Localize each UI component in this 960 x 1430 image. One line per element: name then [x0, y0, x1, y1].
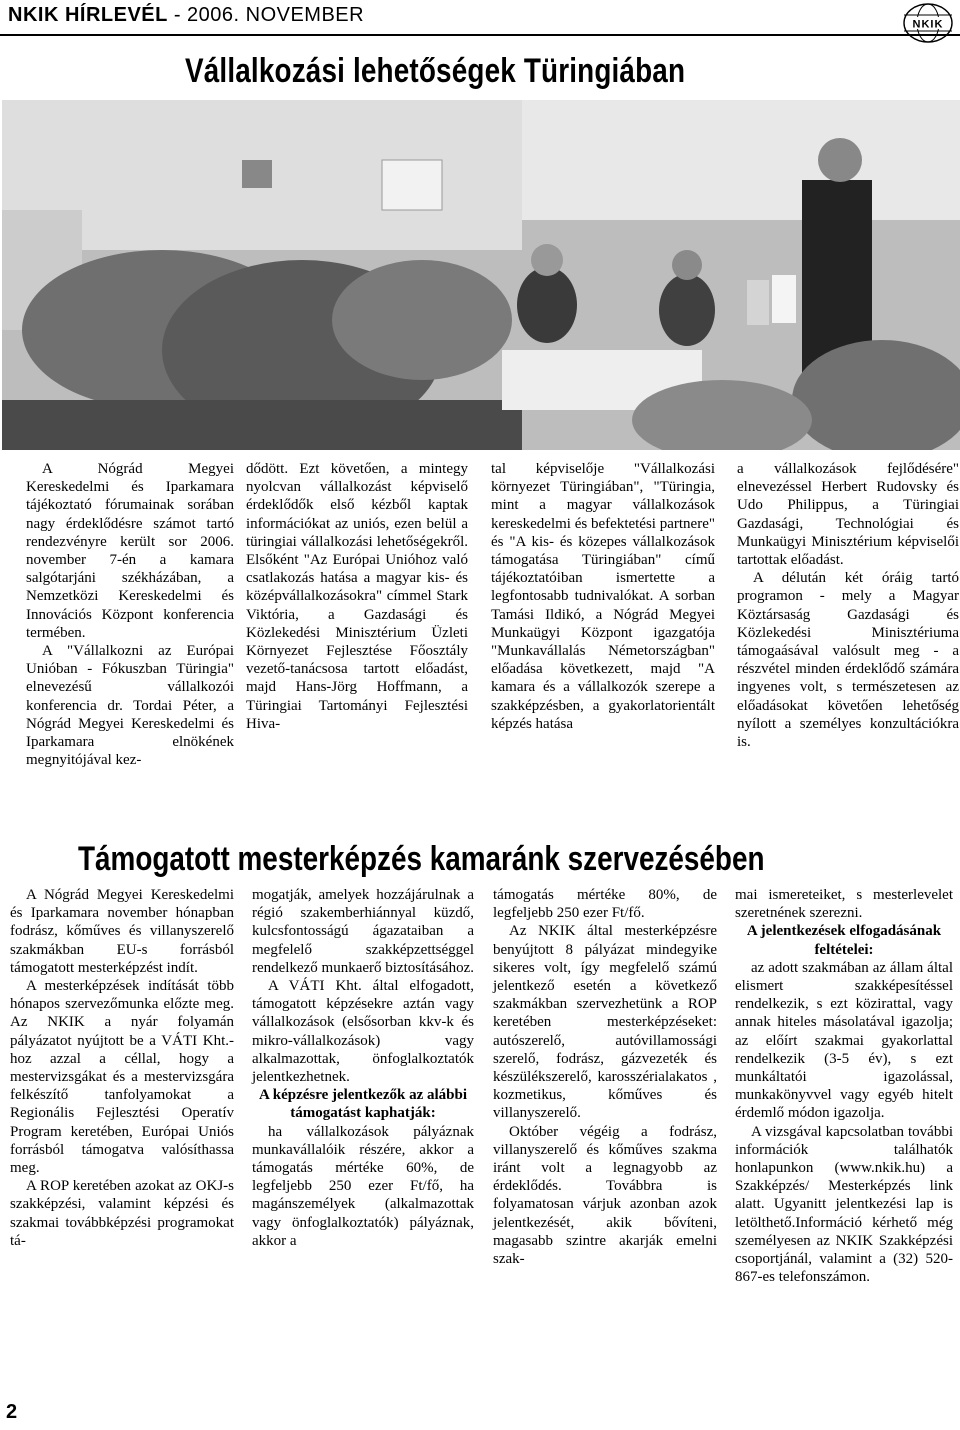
article2-paragraph: A VÁTI Kht. által elfogadott, támogatott képzésekre aztán vagy vállalkozások (elsősorban kkv-k és mikro-vállalkozások) vagy alkalmazottak, önfoglalkoztatók jelentkezhetnek. [252, 978, 474, 1086]
article2-subheading: A képzésre jelentkezők az alábbi támogatást kaphatják: [258, 1087, 468, 1122]
article1-paragraph: A Nógrád Megyei Kereskedelmi és Iparkamara tájékoztató fórumainak sorában nagy érdeklődésre számot tartó rendezvényre került sor 2006. november 7-én a kamara salgótarjáni székházában, a Nemzetközi Kereskedelmi és Innovációs Központ konferencia termében. [26, 461, 234, 641]
article1-paragraph: dődött. Ezt követően, a mintegy nyolcvan vállalkozást képviselő érdeklődők első kézből kaptak információkat az uniós, ezen belül a türingiai vállalkozási lehetőségekről. Elsőként "Az Európai Unióhoz való csatlakozás hatása a magyar kis- és középvállalkozásokra" címmel Stark Viktória, a Gazdasági és Közlekedési Minisztérium Üzleti Környezet Fejlesztése Főosztály vezető-tanácsosa tartott előadást, majd Hans-Jörg Hoffmann, a Türingiai Tartományi Fejlesztési Hiva- [246, 461, 468, 732]
article1-column-1 [26, 460, 234, 769]
article2-paragraph: mai ismereteiket, s mesterlevelet szeretnének szerezni. [735, 887, 953, 922]
article1-column-3 [491, 460, 715, 733]
article2-paragraph: A ROP keretében azokat az OKJ-s szakképzési, valamint képzési és szakmai továbbképzési programokat tá- [10, 1178, 234, 1249]
nkik-logo [902, 2, 954, 44]
article2-column-3 [493, 886, 717, 1268]
header-separator: - [173, 4, 182, 26]
article2-paragraph: A mesterképzések indítását több hónapos szervezőmunka előzte meg. Az NKIK a nyár folyamán pályázatot nyújtott be a VÁTI Kht.-hoz azzal a céllal, hogy a mestervizsgákat és a mestervizsgára felkészítő tanfolyamokat a Regionális Fejlesztési Operatív Program keretében, Európai Uniós forrásból támogatva valósíthassa meg. [10, 978, 234, 1177]
article2-subheading: A jelentkezések elfogadásának feltételei: [746, 923, 942, 958]
article-title: Vállalkozási lehetőségek Türingiában [185, 52, 686, 90]
article1-column-4 [737, 460, 959, 751]
newsletter-issue: 2006. NOVEMBER [187, 4, 365, 26]
article1-paragraph: a vállalkozások fejlődésére" elnevezéssel Herbert Rudovsky és Udo Philippus, a Türingiai Gazdasági, Technológiai és Munkaügyi Minisztérium képviselői tartottak előadást. [737, 461, 959, 569]
article1-column-2 [246, 460, 468, 733]
page-number [0, 1398, 22, 1428]
article2-paragraph: az adott szakmában az állam által elismert szakképesítéssel rendelkezik, s ezt közirattal, vagy annak hiteles másolatával igazolja; az előírt szakmai gyakorlattal rendelkezik (3-5 év), s ezt munkáltatói igazolással, munkakönyvvel vagy egyéb hitelt érdemlő módon igazolja. [735, 959, 953, 1122]
article2-paragraph: támogatás mértéke 80%, de legfeljebb 250 ezer Ft/fő. [493, 887, 717, 922]
article2-column-1 [10, 886, 234, 1250]
article2-column-2 [252, 886, 474, 1250]
article2-paragraph: Az NKIK által mesterképzésre benyújtott 8 pályázat mindegyike sikeres volt, így megfelelő számú jelentkező esetén a következő szakmákban szervezhetünk a ROP keretében mesterképzéseket: autószerelő, autóvillamossági szerelő, fodrász, gázvezeték és készülékszerelő, karosszérialakatos , kozmetikus, kőműves és villanyszerelő. [493, 923, 717, 1122]
article2-paragraph: ha vállalkozások pályáznak munkavállalóik részére, akkor a támogatás mértéke 60%, de legfeljebb 250 ezer Ft/fő, ha magánszemélyek (alkalmazottak vagy önfoglalkoztatók) pályáznak, akkor a [252, 1123, 474, 1249]
nkik-logo-text: NKIK [912, 18, 944, 31]
article2-paragraph: A Nógrád Megyei Kereskedelmi és Iparkamara november hónapban fodrász, kőműves és villanyszerelő szakmákban EU-s forrásból támogatott mesterképzést indít. [10, 887, 234, 976]
conference-photo [2, 100, 960, 450]
header-rule [0, 34, 960, 36]
article2-title: Támogatott mesterképzés kamaránk szervezésében [78, 840, 765, 878]
article1-paragraph: tal képviselője "Vállalkozási környezet Türingiában", "Türingia, mint a magyar vállalkozások kereskedelmi és befektetési partnere" és "A kis- és közepes vállalkozások támogatása Türingiában" című tájékoztatóiban ismertette a legfontosabb tudnivalókat. A sorban Tamási Ildikó, a Nógrád Megyei Munkaügyi Központ igazgatója "Munkavállalás Németországban" előadása következett, majd "A kamara és a vállalkozók szerepe a szakképzésben, a gyakorlatorientált képzés hatása [491, 461, 715, 732]
newsletter-brand: NKIK HÍRLEVÉL [8, 4, 168, 26]
article2-column-4 [735, 886, 953, 1286]
article2-paragraph: A vizsgával kapcsolatban további információk találhatók honlapunkon (www.nkik.hu) a Szakképzés/ Mesterképzés link alatt. Ugyanitt jelentkezési lap is letölthető.Információ kérhető még személyesen az NKIK Szakképzési csoportjánál, valamint a (32) 520-867-es telefonszámon. [735, 1123, 953, 1286]
article1-paragraph: A délután két óráig tartó programon - mely a Magyar Köztársaság Gazdasági és Közlekedési Minisztériuma támogaásával valósult meg - a részvétel minden érdeklődő számára ingyenes volt, s természetesen az előadásokat követően lehetőség nyílott a személyes konzultációkra is. [737, 570, 959, 751]
article1-paragraph: A "Vállalkozni az Európai Unióban - Fókuszban Türingia" elnevezésű vállalkozói konferencia dr. Tordai Péter, a Nógrád Megyei Kereskedelmi és Iparkamara elnökének megnyitójával kez- [26, 643, 234, 769]
article2-paragraph: mogatják, amelyek hozzájárulnak a régió szakemberhiánnyal küzdő, kulcsfontosságú ágazataiban a megfelelő szakképzettséggel rendelkező munkaerő biztosításához. [252, 887, 474, 976]
newsletter-header [8, 4, 364, 27]
article2-paragraph: Október végéig a fodrász, villanyszerelő és kőműves szakma iránt volt a legnagyobb az érdeklődés. Továbbra is folyamatosan várjuk azonban azok jelentkezését, akik bővíteni, magasabb szintre akarják emelni szak- [493, 1123, 717, 1268]
page-number-text: 2 [6, 1401, 18, 1423]
